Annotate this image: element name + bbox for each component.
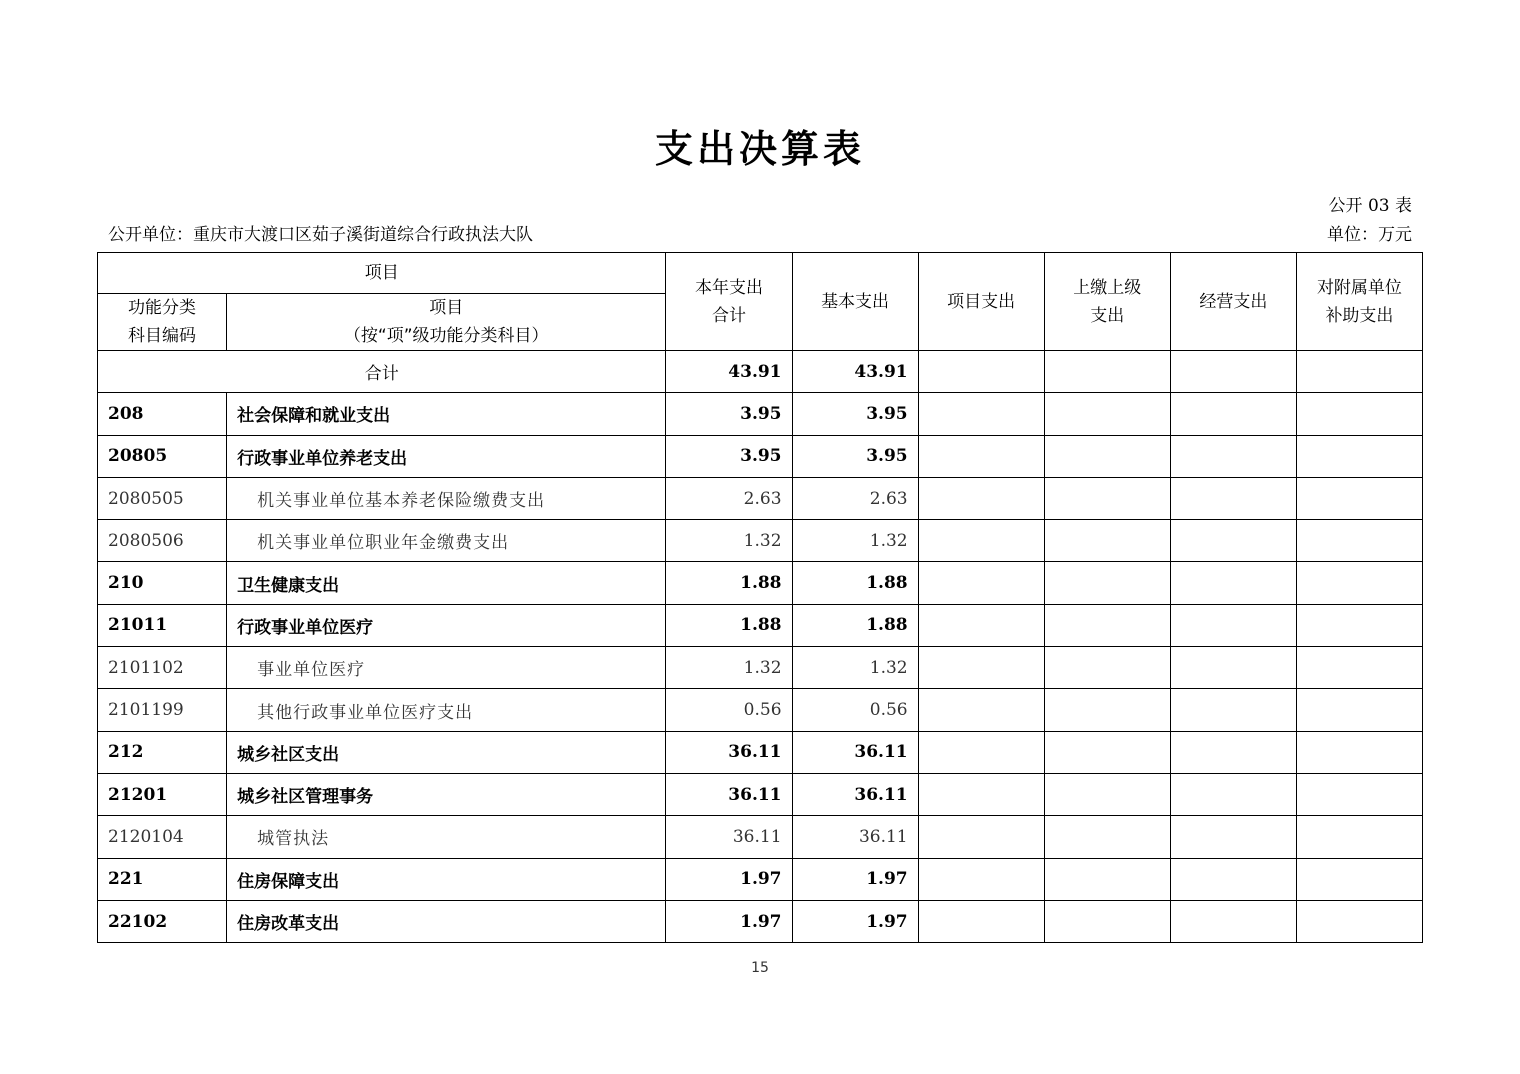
table-row [98, 689, 1423, 731]
table-number: 公开 03 表 [1328, 196, 1412, 216]
row-subsidy [1296, 562, 1422, 604]
row-subsidy [1296, 477, 1422, 519]
table-row [98, 900, 1423, 942]
row-code: 2080506 [98, 520, 227, 562]
row-project [918, 731, 1044, 773]
total-cell-upper [1044, 351, 1170, 393]
row-total: 0.56 [666, 689, 792, 731]
row-subsidy [1296, 900, 1422, 942]
row-project [918, 773, 1044, 815]
row-operating [1170, 773, 1296, 815]
row-name: 住房改革支出 [227, 900, 666, 942]
row-project [918, 477, 1044, 519]
header-operating: 经营支出 [1170, 253, 1296, 351]
row-basic: 0.56 [792, 689, 918, 731]
row-subsidy [1296, 647, 1422, 689]
table-row [98, 477, 1423, 519]
page-title: 支出决算表 [654, 127, 865, 171]
row-project [918, 900, 1044, 942]
header-code-line2: 科目编码 [128, 326, 197, 346]
row-basic: 1.88 [792, 562, 918, 604]
header-subsidy-line1: 对附属单位 [1316, 277, 1402, 298]
header-total [666, 253, 792, 351]
row-code: 2101199 [98, 689, 227, 731]
row-project [918, 689, 1044, 731]
row-name: 社会保障和就业支出 [227, 393, 666, 435]
row-total: 1.88 [666, 604, 792, 646]
row-basic: 36.11 [792, 731, 918, 773]
header-upper-line1: 上缴上级 [1073, 277, 1142, 298]
expenditure-table [97, 252, 1423, 943]
row-total: 1.88 [666, 562, 792, 604]
table-row [98, 562, 1423, 604]
row-code: 21011 [98, 604, 227, 646]
row-subsidy [1296, 520, 1422, 562]
row-project [918, 816, 1044, 858]
row-project [918, 604, 1044, 646]
header-code-line1: 功能分类 [128, 298, 197, 318]
row-name: 城管执法 [227, 816, 666, 858]
row-project [918, 435, 1044, 477]
row-upper [1044, 731, 1170, 773]
row-basic: 36.11 [792, 816, 918, 858]
row-code: 212 [98, 731, 227, 773]
row-total: 1.32 [666, 520, 792, 562]
row-name: 机关事业单位职业年金缴费支出 [227, 520, 666, 562]
table-row [98, 604, 1423, 646]
row-code: 221 [98, 858, 227, 900]
row-project [918, 562, 1044, 604]
row-basic: 1.32 [792, 520, 918, 562]
row-subsidy [1296, 816, 1422, 858]
header-upper-line2: 支出 [1090, 305, 1125, 326]
table-row [98, 435, 1423, 477]
table-row [98, 816, 1423, 858]
row-upper [1044, 858, 1170, 900]
total-cell-subsidy [1296, 351, 1422, 393]
row-operating [1170, 520, 1296, 562]
table-row [98, 858, 1423, 900]
row-operating [1170, 393, 1296, 435]
row-upper [1044, 647, 1170, 689]
page-number: 15 [751, 960, 769, 976]
row-subsidy [1296, 689, 1422, 731]
header-upper-payment [1044, 253, 1170, 351]
row-subsidy [1296, 773, 1422, 815]
row-subsidy [1296, 731, 1422, 773]
row-total: 36.11 [666, 773, 792, 815]
table-row [98, 393, 1423, 435]
row-code: 21201 [98, 773, 227, 815]
row-total: 1.97 [666, 858, 792, 900]
row-project [918, 393, 1044, 435]
row-total: 1.32 [666, 647, 792, 689]
row-total: 36.11 [666, 816, 792, 858]
row-project [918, 520, 1044, 562]
row-name: 城乡社区管理事务 [227, 773, 666, 815]
row-operating [1170, 900, 1296, 942]
row-code: 2101102 [98, 647, 227, 689]
row-project [918, 647, 1044, 689]
row-subsidy [1296, 604, 1422, 646]
header-basic: 基本支出 [792, 253, 918, 351]
total-cell-operating [1170, 351, 1296, 393]
row-name: 其他行政事业单位医疗支出 [227, 689, 666, 731]
row-basic: 1.88 [792, 604, 918, 646]
header-item-line2: （按“项”级功能分类科目） [343, 326, 549, 346]
row-total: 2.63 [666, 477, 792, 519]
row-code: 2080505 [98, 477, 227, 519]
row-total: 1.97 [666, 900, 792, 942]
row-operating [1170, 816, 1296, 858]
row-subsidy [1296, 435, 1422, 477]
row-operating [1170, 477, 1296, 519]
row-operating [1170, 562, 1296, 604]
row-operating [1170, 647, 1296, 689]
row-code: 208 [98, 393, 227, 435]
reporting-unit: 公开单位：重庆市大渡口区茹子溪街道综合行政执法大队 [108, 225, 533, 245]
total-label: 合计 [98, 351, 666, 393]
row-name: 行政事业单位医疗 [227, 604, 666, 646]
row-operating [1170, 435, 1296, 477]
row-upper [1044, 393, 1170, 435]
table-row [98, 520, 1423, 562]
row-operating [1170, 689, 1296, 731]
row-name: 住房保障支出 [227, 858, 666, 900]
row-code: 2120104 [98, 816, 227, 858]
row-operating [1170, 604, 1296, 646]
row-upper [1044, 900, 1170, 942]
row-code: 20805 [98, 435, 227, 477]
row-name: 城乡社区支出 [227, 731, 666, 773]
header-project-expenditure: 项目支出 [918, 253, 1044, 351]
row-basic: 1.97 [792, 858, 918, 900]
row-name: 行政事业单位养老支出 [227, 435, 666, 477]
row-basic: 3.95 [792, 435, 918, 477]
row-basic: 1.32 [792, 647, 918, 689]
header-code [98, 294, 227, 351]
header-project: 项目 [98, 253, 666, 294]
header-subsidy [1296, 253, 1422, 351]
row-upper [1044, 562, 1170, 604]
header-item [227, 294, 666, 351]
row-total: 3.95 [666, 435, 792, 477]
row-operating [1170, 858, 1296, 900]
row-name: 卫生健康支出 [227, 562, 666, 604]
header-total-line2: 合计 [711, 305, 746, 326]
row-code: 210 [98, 562, 227, 604]
row-upper [1044, 689, 1170, 731]
header-subsidy-line2: 补助支出 [1325, 305, 1394, 326]
row-project [918, 858, 1044, 900]
currency-unit: 单位：万元 [1327, 225, 1412, 245]
row-basic: 2.63 [792, 477, 918, 519]
total-cell-project [918, 351, 1044, 393]
row-subsidy [1296, 393, 1422, 435]
row-basic: 3.95 [792, 393, 918, 435]
row-subsidy [1296, 858, 1422, 900]
row-name: 事业单位医疗 [227, 647, 666, 689]
row-code: 22102 [98, 900, 227, 942]
table-row [98, 731, 1423, 773]
row-total: 3.95 [666, 393, 792, 435]
row-upper [1044, 477, 1170, 519]
row-operating [1170, 731, 1296, 773]
total-cell-total: 43.91 [666, 351, 792, 393]
row-upper [1044, 520, 1170, 562]
row-name: 机关事业单位基本养老保险缴费支出 [227, 477, 666, 519]
row-total: 36.11 [666, 731, 792, 773]
header-item-line1: 项目 [429, 298, 464, 318]
row-basic: 1.97 [792, 900, 918, 942]
row-upper [1044, 435, 1170, 477]
total-row [98, 351, 1423, 393]
row-upper [1044, 604, 1170, 646]
row-upper [1044, 816, 1170, 858]
table-row [98, 647, 1423, 689]
table-row [98, 773, 1423, 815]
row-upper [1044, 773, 1170, 815]
row-basic: 36.11 [792, 773, 918, 815]
header-total-line1: 本年支出 [694, 277, 763, 298]
total-cell-basic: 43.91 [792, 351, 918, 393]
